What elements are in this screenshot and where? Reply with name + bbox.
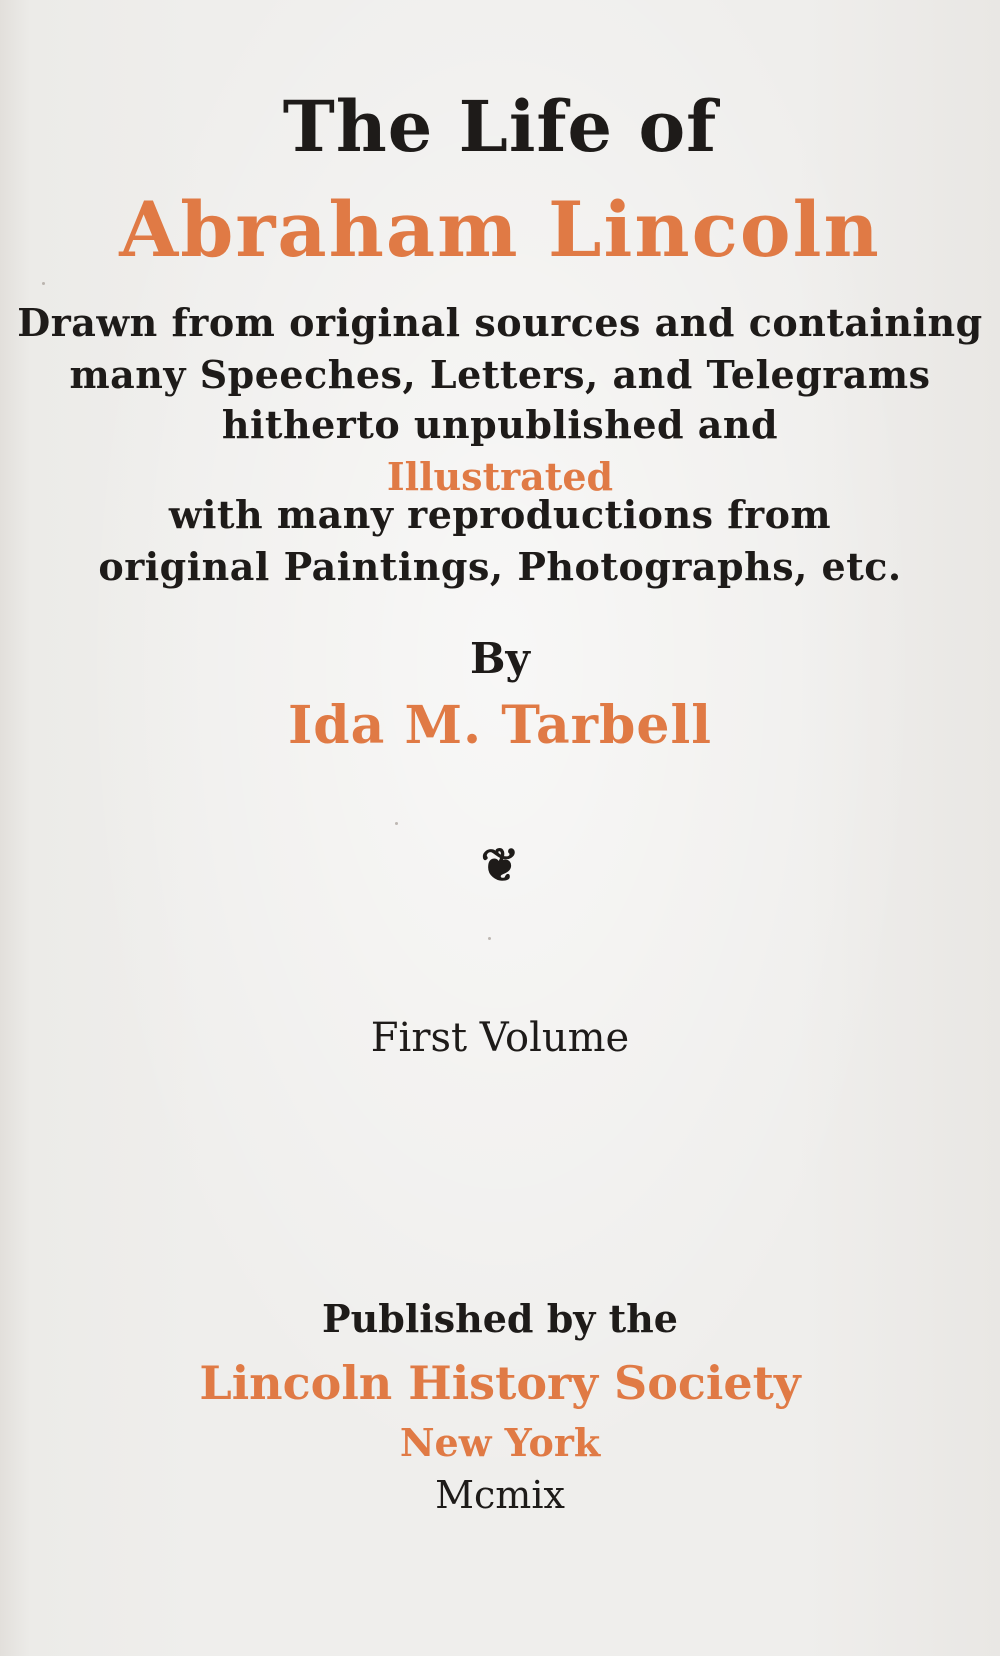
imprint-line-1: Published by the: [322, 1296, 678, 1341]
title-line-2: Abraham Lincoln: [119, 185, 881, 274]
publication-year: Mcmix: [435, 1473, 565, 1517]
subtitle-line-5: original Paintings, Photographs, etc.: [98, 544, 902, 589]
publisher-city: New York: [399, 1420, 601, 1465]
publisher-name: Lincoln History Society: [199, 1356, 801, 1410]
subtitle-line-4: with many reproductions from: [168, 492, 832, 537]
subtitle-line-1: Drawn from original sources and containing: [17, 300, 983, 345]
author-name: Ida M. Tarbell: [287, 695, 712, 756]
subtitle-illustrated: Illustrated: [386, 454, 614, 499]
volume-label: First Volume: [370, 1015, 630, 1061]
paper-speck: [42, 282, 45, 285]
fleuron-icon: ❦: [480, 838, 520, 892]
paper-speck: [395, 822, 398, 825]
title-line-1: The Life of: [282, 85, 718, 168]
byline-by: By: [470, 634, 530, 683]
paper-speck: [488, 937, 491, 940]
subtitle-line-3: hitherto unpublished and: [221, 402, 779, 447]
subtitle-line-2: many Speeches, Letters, and Telegrams: [69, 352, 931, 397]
